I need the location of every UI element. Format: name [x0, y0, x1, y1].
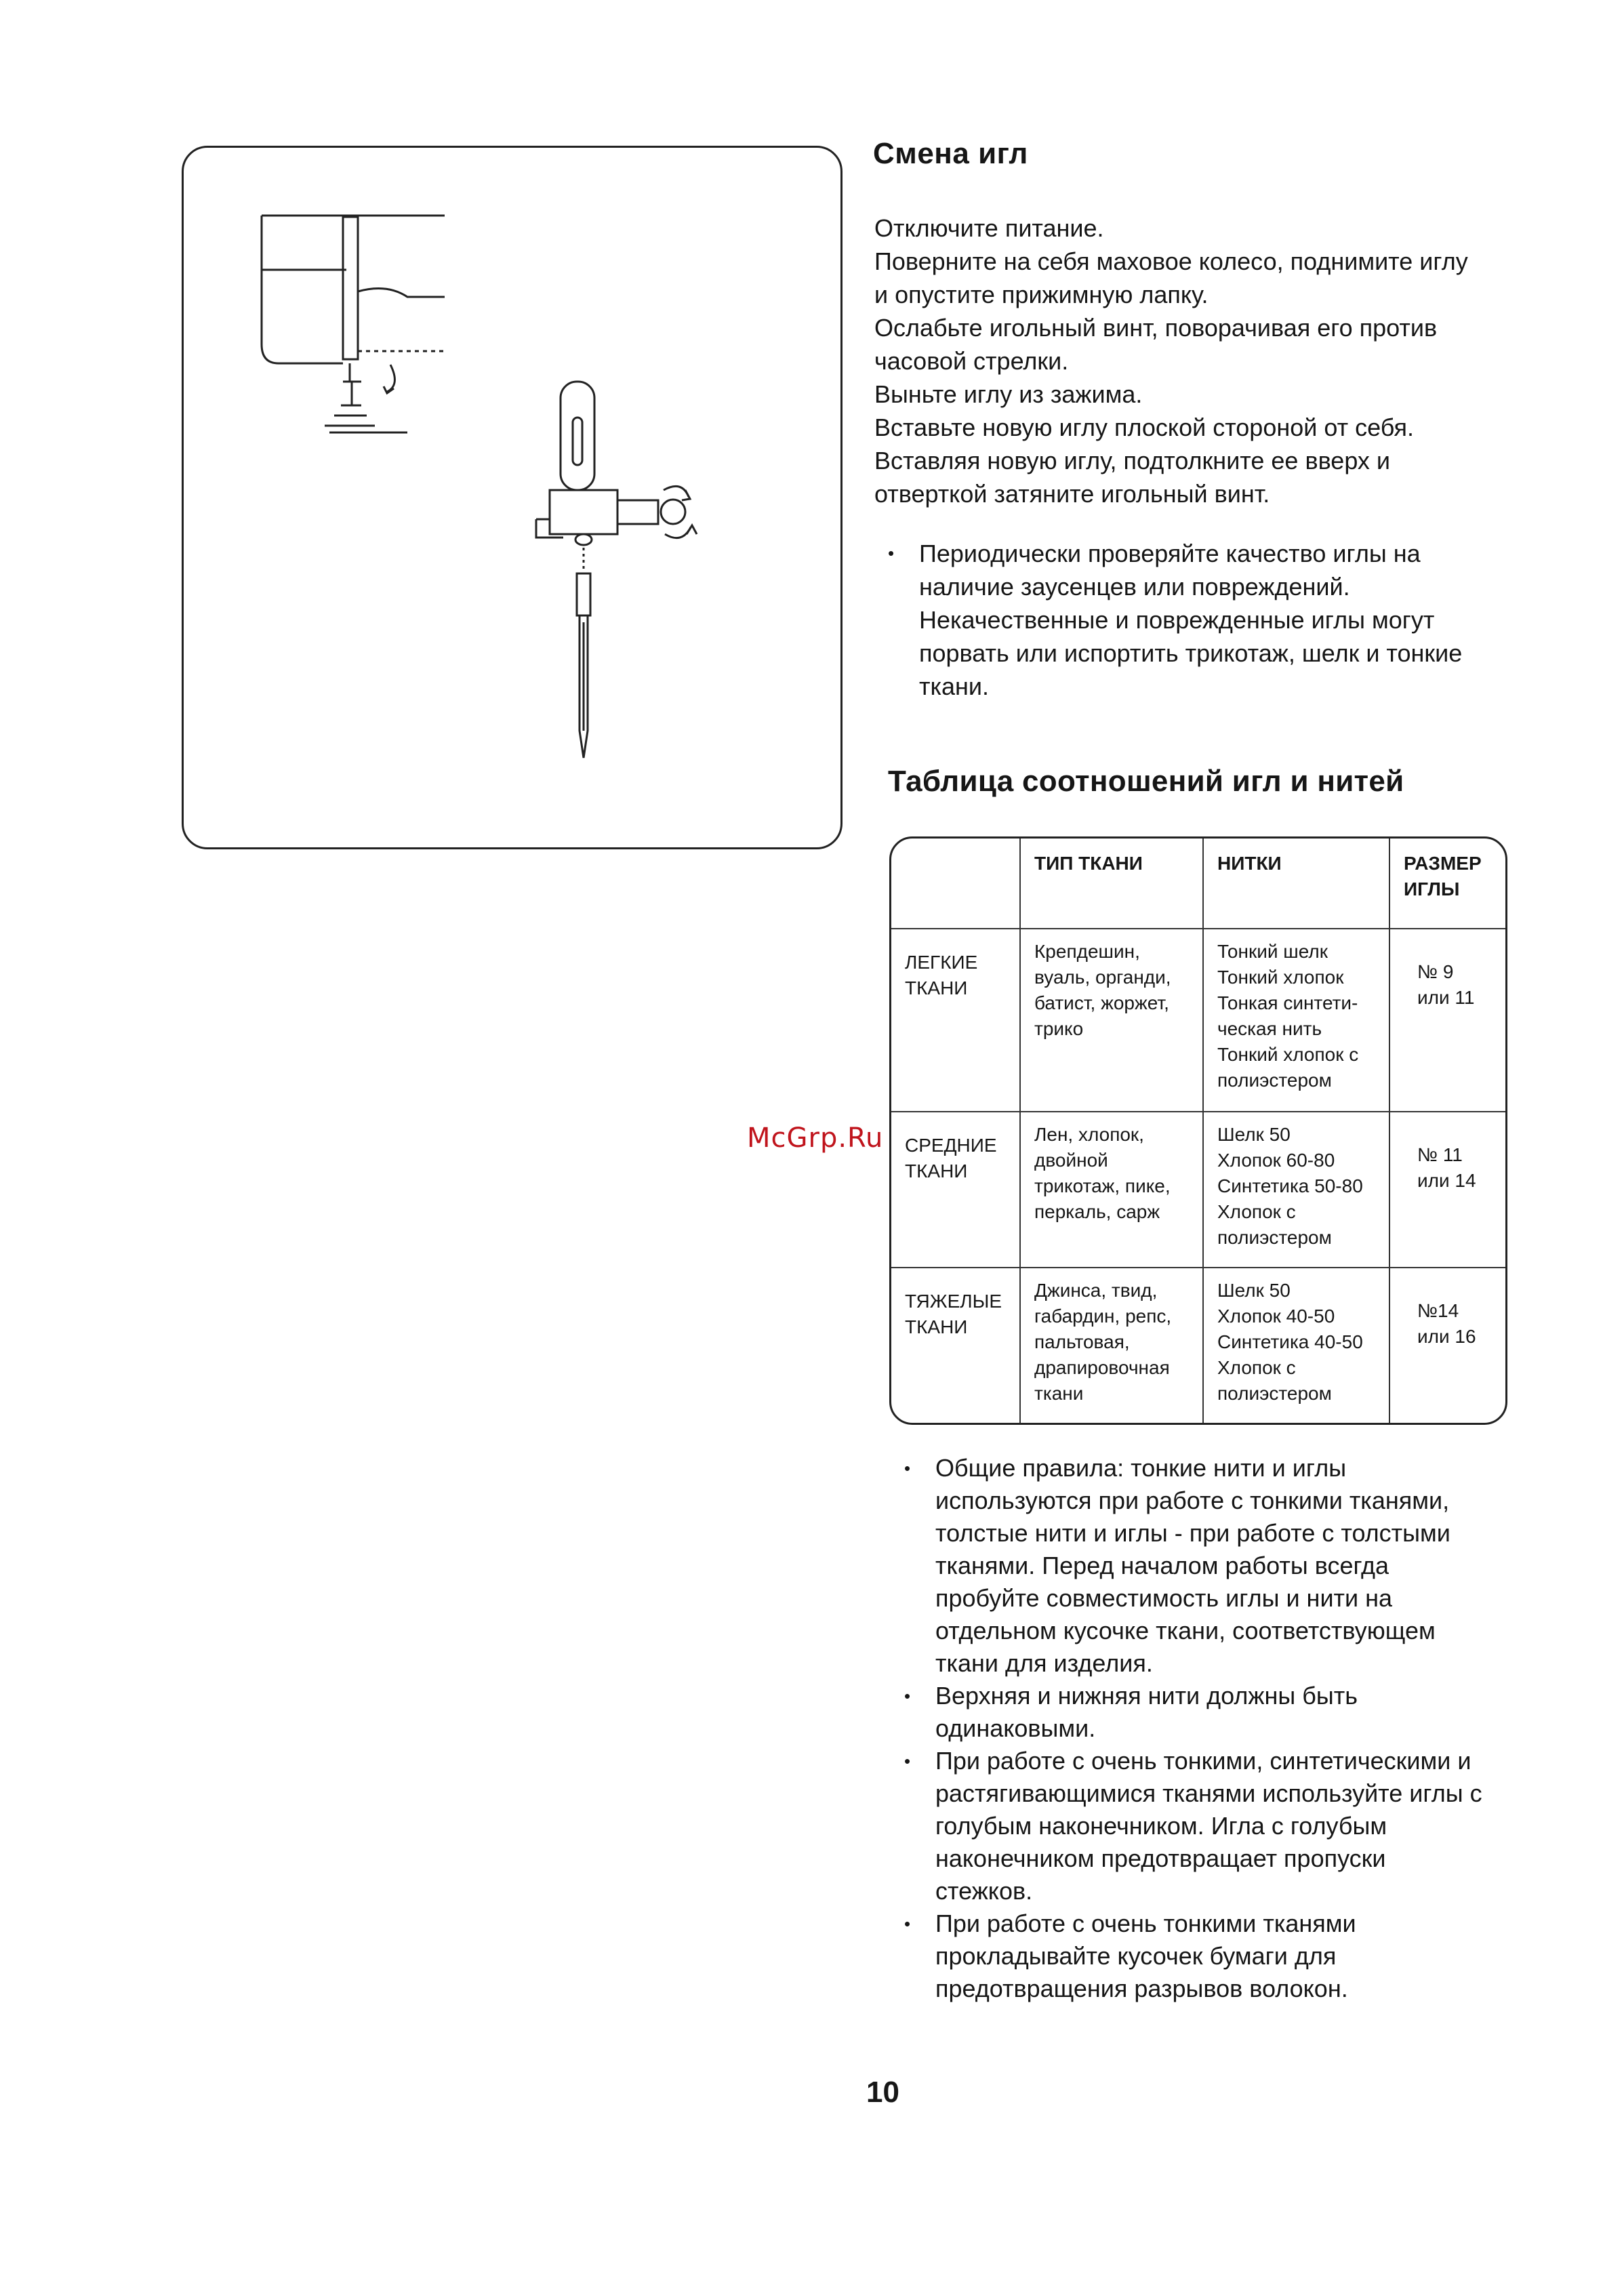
cell-text: № 9: [1417, 961, 1454, 982]
fabric-cell: [1020, 1112, 1203, 1268]
needle-change-illustration: [182, 146, 843, 849]
cell-text: СРЕДНИЕ: [905, 1134, 997, 1156]
step-line: отверткой затяните игольный винт.: [874, 480, 1270, 508]
rule-line: • Верхняя и нижняя нити должны быть: [935, 1682, 1358, 1710]
cell-text: или 11: [1417, 987, 1475, 1008]
cell-text: Шелк 50: [1217, 1123, 1291, 1145]
fabric-cell: [1020, 1268, 1203, 1423]
sewing-machine-needle-diagram: [184, 148, 845, 851]
bullet-item: [895, 1745, 1532, 1907]
table-header-row: [891, 839, 1505, 929]
cell-text: Лен, хлопок,: [1034, 1123, 1144, 1145]
rule-line: наконечником предотвращает пропуски: [935, 1844, 1386, 1872]
rule-line: используются при работе с тонкими тканями,: [935, 1487, 1450, 1514]
page-title: Смена игл: [873, 137, 1028, 170]
size-cell: [1389, 1112, 1505, 1268]
general-rules: [895, 1452, 1532, 2005]
cell-text: трикотаж, пике,: [1034, 1175, 1171, 1196]
table: [891, 839, 1505, 1423]
step-line: Вставьте новую иглу плоской стороной от себя.: [874, 413, 1415, 441]
cell-text: Тонкий хлопок с: [1217, 1044, 1359, 1065]
page-number: 10: [866, 2076, 899, 2109]
instruction-steps: [874, 211, 1525, 510]
cell-text: Хлопок 40-50: [1217, 1305, 1335, 1327]
note-line: Некачественные и поврежденные иглы могут: [919, 606, 1435, 634]
cell-text: или 14: [1417, 1169, 1476, 1191]
cell-text: двойной: [1034, 1149, 1108, 1171]
cell-text: Синтетика 50-80: [1217, 1175, 1363, 1196]
cell-text: полиэстером: [1217, 1382, 1332, 1404]
cell-text: трико: [1034, 1018, 1084, 1039]
rule-line: отдельном кусочке ткани, соответствующем: [935, 1617, 1436, 1644]
rule-line: • При работе с очень тонкими тканями: [935, 1910, 1356, 1937]
step-line: часовой стрелки.: [874, 347, 1069, 375]
cell-text: габардин, репс,: [1034, 1305, 1172, 1327]
rule-line: голубым наконечником. Игла с голубым: [935, 1812, 1387, 1840]
cell-text: пальтовая,: [1034, 1331, 1130, 1352]
cell-text: перкаль, сарж: [1034, 1200, 1160, 1222]
rule-line: тканями. Перед началом работы всегда: [935, 1552, 1389, 1579]
note-line: порвать или испортить трикотаж, шелк и тонкие: [919, 639, 1463, 667]
step-line: Отключите питание.: [874, 214, 1104, 242]
step-line: и опустите прижимную лапку.: [874, 281, 1209, 308]
note-line: ткани.: [919, 672, 990, 700]
size-cell: [1389, 929, 1505, 1112]
rule-line: одинаковыми.: [935, 1714, 1096, 1742]
bullet-item: [895, 1452, 1532, 1680]
step-line: Вставляя новую иглу, подтолкните ее вверх и: [874, 447, 1391, 474]
cell-text: Тонкая синтети-: [1217, 992, 1358, 1013]
header-cell: [891, 839, 1020, 929]
rule-line: предотвращения разрывов волокон.: [935, 1975, 1348, 2002]
step-line: Ослабьте игольный винт, поворачивая его против: [874, 314, 1438, 342]
size-cell: [1389, 1268, 1505, 1423]
cell-text: ТКАНИ: [905, 1316, 968, 1337]
threads-cell: [1203, 1268, 1389, 1423]
rule-line: стежков.: [935, 1877, 1033, 1905]
rule-line: прокладывайте кусочек бумаги для: [935, 1942, 1337, 1970]
cell-text: ческая нить: [1217, 1018, 1322, 1039]
threads-cell: [1203, 1112, 1389, 1268]
note-line: • Периодически проверяйте качество иглы на: [919, 540, 1421, 567]
cell-text: №14: [1417, 1299, 1459, 1321]
step-line: Поверните на себя маховое колесо, поднимите иглу: [874, 247, 1468, 275]
rule-line: • При работе с очень тонкими, синтетическими и: [935, 1747, 1471, 1775]
cell-text: драпировочная: [1034, 1356, 1170, 1378]
header-cell: РАЗМЕР ИГЛЫ: [1389, 839, 1505, 929]
cell-text: полиэстером: [1217, 1226, 1332, 1248]
needle-check-note: [878, 537, 1529, 703]
category-cell: [891, 1112, 1020, 1268]
step-line: Выньте иглу из зажима.: [874, 380, 1143, 408]
watermark: McGrp.Ru: [747, 1123, 884, 1154]
cell-text: Крепдешин,: [1034, 941, 1140, 962]
bullet-item: [895, 1907, 1532, 2005]
cell-text: Джинса, твид,: [1034, 1279, 1158, 1301]
fabric-cell: [1020, 929, 1203, 1112]
cell-text: или 16: [1417, 1325, 1476, 1347]
rule-line: пробуйте совместимость иглы и нити на: [935, 1584, 1393, 1612]
cell-text: ТКАНИ: [905, 1160, 968, 1181]
bullet-item: [878, 537, 1529, 703]
cell-text: вуаль, органди,: [1034, 967, 1171, 988]
rule-line: ткани для изделия.: [935, 1649, 1153, 1677]
cell-text: батист, жоржет,: [1034, 992, 1169, 1013]
cell-text: полиэстером: [1217, 1070, 1332, 1091]
cell-text: ЛЕГКИЕ: [905, 952, 978, 973]
cell-text: Шелк 50: [1217, 1279, 1291, 1301]
cell-text: № 11: [1417, 1144, 1463, 1165]
cell-text: Синтетика 40-50: [1217, 1331, 1363, 1352]
rule-line: толстые нити и иглы - при работе с толстыми: [935, 1519, 1450, 1547]
table-row: [891, 929, 1505, 1112]
rule-line: растягивающимися тканями используйте иглы с: [935, 1779, 1482, 1807]
rule-line: • Общие правила: тонкие нити и иглы: [935, 1454, 1347, 1482]
table-row: [891, 1268, 1505, 1423]
bullet-item: [895, 1680, 1532, 1745]
cell-text: ткани: [1034, 1382, 1084, 1404]
needle-thread-table: [889, 836, 1507, 1425]
threads-cell: [1203, 929, 1389, 1112]
table-row: [891, 1112, 1505, 1268]
cell-text: Хлопок 60-80: [1217, 1149, 1335, 1171]
category-cell: [891, 929, 1020, 1112]
cell-text: Хлопок с: [1217, 1200, 1296, 1222]
header-cell: НИТКИ: [1203, 839, 1389, 929]
cell-text: Тонкий хлопок: [1217, 967, 1344, 988]
table-title: Таблица соотношений игл и нитей: [888, 765, 1404, 798]
category-cell: [891, 1268, 1020, 1423]
cell-text: ТКАНИ: [905, 977, 968, 998]
cell-text: Тонкий шелк: [1217, 941, 1328, 962]
cell-text: ТЯЖЕЛЫЕ: [905, 1290, 1002, 1312]
cell-text: Хлопок с: [1217, 1356, 1296, 1378]
note-line: наличие заусенцев или повреждений.: [919, 573, 1350, 601]
header-cell: ТИП ТКАНИ: [1020, 839, 1203, 929]
